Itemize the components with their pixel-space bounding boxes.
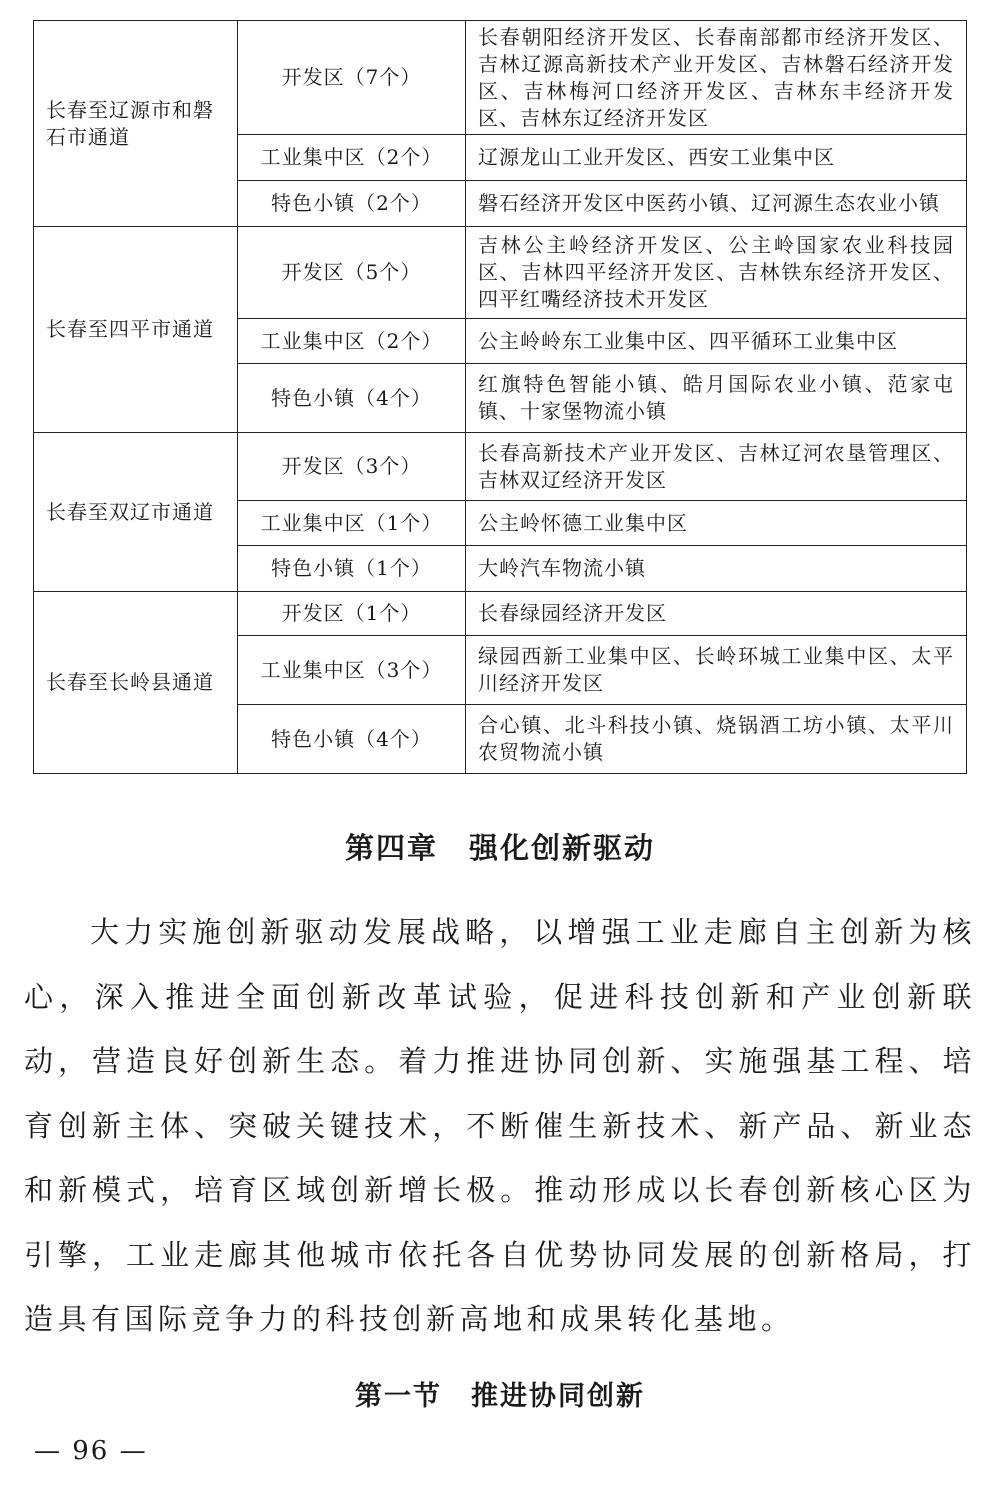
chapter-title: 第四章 强化创新驱动	[344, 831, 655, 865]
category-cell: 特色小镇（4个）	[238, 364, 466, 433]
corridor-name: 长春至长岭县通道	[34, 592, 238, 774]
category-cell: 开发区（7个）	[238, 21, 466, 135]
items-cell: 吉林公主岭经济开发区、公主岭国家农业科技园区、吉林四平经济开发区、吉林铁东经济开发区、四平红嘴经济技术开发区	[466, 227, 967, 319]
items-cell: 合心镇、北斗科技小镇、烧锅酒工坊小镇、太平川农贸物流小镇	[466, 705, 967, 774]
table-row	[34, 592, 967, 636]
corridor-name: 长春至双辽市通道	[34, 433, 238, 592]
category-cell: 工业集中区（3个）	[238, 636, 466, 705]
items-cell: 长春绿园经济开发区	[466, 592, 967, 636]
corridor-name: 长春至四平市通道	[34, 227, 238, 433]
items-cell: 辽源龙山工业开发区、西安工业集中区	[466, 135, 967, 181]
category-cell: 工业集中区（1个）	[238, 501, 466, 546]
page-number: — 96 —	[34, 1436, 148, 1466]
table-row	[34, 227, 967, 319]
items-cell: 大岭汽车物流小镇	[466, 546, 967, 592]
section-title: 第一节 推进协同创新	[355, 1381, 645, 1412]
corridor-table	[33, 20, 967, 774]
items-cell: 红旗特色智能小镇、皓月国际农业小镇、范家屯镇、十家堡物流小镇	[466, 364, 967, 433]
table-row	[34, 433, 967, 501]
items-cell: 绿园西新工业集中区、长岭环城工业集中区、太平川经济开发区	[466, 636, 967, 705]
body-paragraph: 大力实施创新驱动发展战略，以增强工业走廊自主创新为核心，深入推进全面创新改革试验，促进科技创新和产业创新联动，营造良好创新生态。着力推进协同创新、实施强基工程、培育创新主体、突破关键技术，不断催生新技术、新产品、新业态和新模式，培育区域创新增长极。推动形成以长春创新核心区为引擎，工业走廊其他城市依托各自优势协同发展的创新格局，打造具有国际竞争力的科技创新高地和成果转化基地。	[24, 915, 976, 1336]
category-cell: 特色小镇（2个）	[238, 181, 466, 227]
items-cell: 长春朝阳经济开发区、长春南部都市经济开发区、吉林辽源高新技术产业开发区、吉林磐石经济开发区、吉林梅河口经济开发区、吉林东丰经济开发区、吉林东辽经济开发区	[466, 21, 967, 135]
corridor-name: 长春至辽源市和磐石市通道	[34, 21, 238, 227]
category-cell: 工业集中区（2个）	[238, 135, 466, 181]
items-cell: 长春高新技术产业开发区、吉林辽河农垦管理区、吉林双辽经济开发区	[466, 433, 967, 501]
category-cell: 开发区（1个）	[238, 592, 466, 636]
items-cell: 公主岭怀德工业集中区	[466, 501, 967, 546]
category-cell: 特色小镇（4个）	[238, 705, 466, 774]
category-cell: 工业集中区（2个）	[238, 319, 466, 364]
items-cell: 公主岭岭东工业集中区、四平循环工业集中区	[466, 319, 967, 364]
category-cell: 特色小镇（1个）	[238, 546, 466, 592]
table-row	[34, 21, 967, 135]
items-cell: 磐石经济开发区中医药小镇、辽河源生态农业小镇	[466, 181, 967, 227]
category-cell: 开发区（5个）	[238, 227, 466, 319]
category-cell: 开发区（3个）	[238, 433, 466, 501]
